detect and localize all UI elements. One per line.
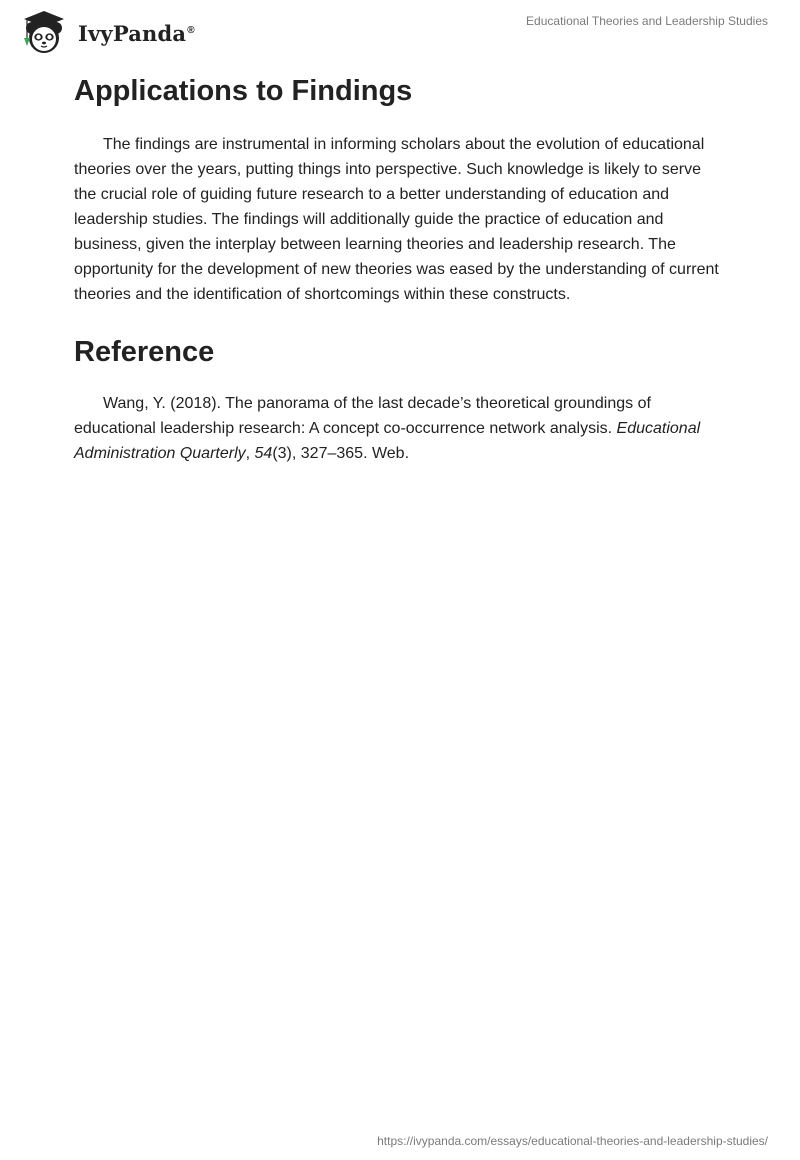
applications-paragraph: The findings are instrumental in informing scholars about the evolution of educational theories over the years, putting things into perspective. Such knowledge is likely to serve the crucial role of guiding future research to a better understanding of education and leadership studies. The findings will additionally guide the practice of education and business, given the interplay between learning theories and leadership research. The opportunity for the development of new theories was eased by the understanding of current theories and the identification of shortcomings within these constructs. bbox=[74, 136, 719, 303]
panda-graduate-icon bbox=[14, 8, 74, 56]
reference-entry bbox=[74, 391, 724, 466]
reference-separator: , bbox=[245, 445, 251, 462]
page-header bbox=[0, 0, 800, 60]
reference-issue-pages: (3), 327–365. Web. bbox=[272, 445, 410, 462]
footer-source-url[interactable]: https://ivypanda.com/essays/educational-theories-and-leadership-studies/ bbox=[377, 1134, 768, 1148]
section-heading-reference: Reference bbox=[74, 336, 215, 368]
document-body bbox=[74, 70, 724, 466]
ivypanda-logo[interactable] bbox=[14, 8, 195, 56]
logo-wordmark: IvyPanda® bbox=[78, 20, 195, 46]
reference-citation: Wang, Y. (2018). The panorama of the last decade’s theoretical groundings of educational leadership research: A concept co-occurrence network analysis. bbox=[74, 395, 651, 437]
reference-volume: 54 bbox=[254, 445, 273, 462]
document-title: Educational Theories and Leadership Studies bbox=[526, 14, 768, 28]
section-heading-applications: Applications to Findings bbox=[74, 75, 413, 107]
reference-journal: Educational Administration Quarterly bbox=[74, 420, 701, 462]
